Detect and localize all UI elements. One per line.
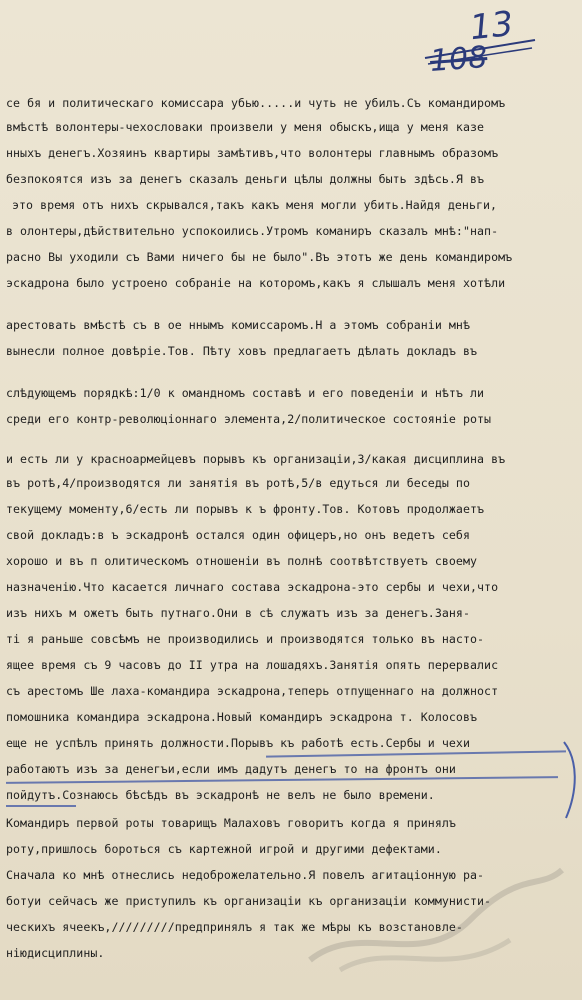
text-line: еще не успѣлъ принять должности.Порывъ къ работѣ есть.Сербы и чехи <box>6 736 470 750</box>
text-line: в олонтеры,дѣйствительно успокоились.Утромъ команиръ сказалъ мнѣ:"нап- <box>6 224 499 238</box>
text-line: это время отъ нихъ скрывался,такъ какъ меня могли убить.Найдя деньги, <box>12 198 498 212</box>
text-line: вынесли полное довѣріе.Тов. Пѣту ховъ предлагаетъ дѣлать докладъ въ <box>6 344 478 358</box>
text-line: нныхъ денегъ.Хозяинъ квартиры замѣтивъ,что волонтеры главнымъ образомъ <box>6 146 499 160</box>
text-line: изъ нихъ м ожетъ быть путнаго.Они в сѣ служатъ изъ за денегъ.Заня- <box>6 606 470 620</box>
text-line: ческихъ ячеекъ,/////////предпринялъ я так же мѣры къ возстановле- <box>6 920 463 934</box>
text-line: ніюдисциплины. <box>6 946 105 960</box>
text-line: въ ротѣ,4/производятся ли занятія въ ротѣ,5/в едуться ли беседы по <box>6 476 470 490</box>
faint-signature-mark <box>300 860 570 980</box>
text-line: и есть ли у красноармейцевъ порывъ къ организаціи,3/какая дисциплина въ <box>6 452 506 466</box>
text-line: хорошо и въ п олитическомъ отношеніи въ полнѣ соотвѣтствуетъ своему <box>6 554 478 568</box>
text-line: свой докладъ:в ъ эскадронѣ остался один офицеръ,но онъ ведетъ себя <box>6 528 470 542</box>
text-line: роту,пришлось бороться съ картежной игрой и другими дефектами. <box>6 842 442 856</box>
page-number-crossed: 108 <box>428 40 489 79</box>
text-line: ті я раньше совсѣмъ не производились и производятся только въ насто- <box>6 632 485 646</box>
text-line: расно Вы уходили съ Вами ничего бы не было".Въ этотъ же день командиромъ <box>6 250 513 264</box>
text-line: эскадрона было устроено собраніе на которомъ,какъ я слышалъ меня хотѣли <box>6 276 506 290</box>
underline-mark <box>266 750 566 757</box>
strike-mark <box>420 30 540 70</box>
text-line: Сначала ко мнѣ отнеслись недоброжелательно.Я повелъ агитаціонную ра- <box>6 868 485 882</box>
text-line: се бя и политическаго комиссара убью.....и чуть не убилъ.Съ командиромъ <box>6 96 506 110</box>
text-line: назначенію.Что касается личнаго состава эскадрона-это сербы и чехи,что <box>6 580 499 594</box>
text-line: безпокоятся изъ за денегъ сказалъ деньги цѣлы должны быть здѣсь.Я въ <box>6 172 485 186</box>
page-number: 13 <box>468 3 516 49</box>
underline-mark <box>6 805 76 807</box>
text-line: помошника командира эскадрона.Новый командиръ эскадрона т. Колосовъ <box>6 710 478 724</box>
text-line: пойдутъ.Сознаюсь бѣсѣдъ въ эскадронѣ не велъ не было времени. <box>6 788 435 802</box>
text-line: Командиръ первой роты товарищъ Малаховъ говоритъ когда я принялъ <box>6 816 456 830</box>
underline-mark <box>6 776 558 784</box>
text-line: текущему моменту,6/есть ли порывъ к ъ фронту.Тов. Котовъ продолжаетъ <box>6 502 485 516</box>
text-line: работаютъ изъ за денегъи,если имъ дадутъ денегъ то на фронтъ они <box>6 762 456 776</box>
margin-bracket-mark <box>560 740 582 820</box>
text-line: среди его контр-революціоннаго элемента,2/политическое состояніе роты <box>6 412 492 426</box>
text-line: вмѣстѣ волонтеры-чехословаки произвели у меня обыскъ,ища у меня казе <box>6 120 485 134</box>
text-line: ящее время съ 9 часовъ до II утра на лошадяхъ.Занятія опять перервалис <box>6 658 499 672</box>
text-line: съ арестомъ Ше лаха-командира эскадрона,теперь отпущеннаго на должност <box>6 684 499 698</box>
text-line: слѣдующемъ порядкѣ:1/0 к омандномъ составѣ и его поведеніи и нѣтъ ли <box>6 386 485 400</box>
text-line: арестовать вмѣстѣ съ в ое ннымъ комиссаромъ.Н а этомъ собраніи мнѣ <box>6 318 470 332</box>
text-line: ботуи сейчасъ же приступилъ къ организаціи къ организаціи коммунисти- <box>6 894 492 908</box>
